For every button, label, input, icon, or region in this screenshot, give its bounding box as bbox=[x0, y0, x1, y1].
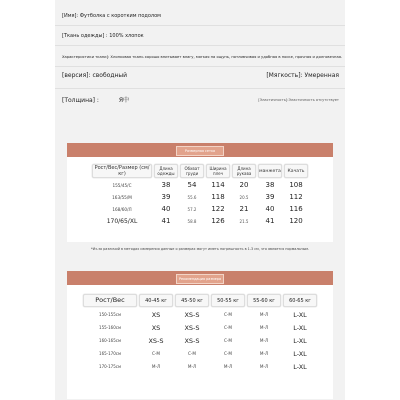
recommended-size: M-Л bbox=[151, 364, 161, 369]
recommended-size: C-M bbox=[187, 351, 197, 356]
recommended-size: L-XL bbox=[293, 323, 307, 332]
thickness-value: Я中 bbox=[118, 97, 130, 104]
recommended-size: M-Л bbox=[259, 325, 269, 330]
table-row bbox=[83, 309, 317, 320]
recommended-size: C-M bbox=[223, 325, 233, 330]
bust-value: 57.2 bbox=[187, 206, 197, 212]
recommended-size: M-Л bbox=[259, 351, 269, 356]
length-value: 38 bbox=[161, 181, 171, 189]
fabric-info: [Ткань одежды] : 100% хлопок bbox=[62, 33, 144, 39]
height-range-label: 155-160см bbox=[99, 325, 121, 330]
table-row bbox=[92, 204, 308, 214]
size-chart-header-row bbox=[92, 164, 308, 178]
sleeve-value: 20 bbox=[239, 181, 249, 189]
cuff-value: 38 bbox=[265, 181, 275, 189]
product-size-info-page bbox=[55, 0, 345, 400]
recommended-size: C-M bbox=[223, 351, 233, 356]
recommended-size: C-M bbox=[151, 351, 161, 356]
shoulder-value: 122 bbox=[211, 205, 225, 213]
thickness-label: [Толщина] : bbox=[62, 97, 99, 104]
sleeve-value: 20.5 bbox=[239, 194, 249, 200]
divider bbox=[55, 88, 345, 89]
bust-value: 58.8 bbox=[187, 218, 197, 224]
bust-value: 55.6 bbox=[187, 194, 197, 200]
shoulder-value: 114 bbox=[211, 181, 225, 189]
hem-value: 112 bbox=[289, 193, 303, 201]
header-weight-range: 55-60 кг bbox=[247, 294, 281, 307]
recommendation-title: Рекомендация размера bbox=[176, 274, 224, 284]
recommended-size: C-M bbox=[223, 338, 233, 343]
table-row bbox=[83, 335, 317, 346]
header-weight-range: 40-45 кг bbox=[139, 294, 173, 307]
height-range-label: 150-155см bbox=[99, 312, 121, 317]
recommendation-header-row bbox=[83, 294, 317, 307]
cuff-value: 39 bbox=[265, 193, 275, 201]
bust-value: 54 bbox=[187, 181, 197, 189]
recommendation-grid bbox=[81, 292, 319, 374]
recommended-size: M-Л bbox=[187, 364, 197, 369]
length-value: 41 bbox=[161, 217, 171, 225]
length-value: 39 bbox=[161, 193, 171, 201]
recommended-size: L-XL bbox=[293, 310, 307, 319]
thickness-elasticity-row bbox=[62, 95, 339, 104]
recommended-size: XS-S bbox=[148, 336, 164, 345]
shoulder-value: 126 bbox=[211, 217, 225, 225]
softness-info: [Мягкость]: Умеренная bbox=[266, 72, 339, 79]
header-weight-range: 45-50 кг bbox=[175, 294, 209, 307]
cuff-value: 40 bbox=[265, 205, 275, 213]
recommended-size: M-Л bbox=[259, 364, 269, 369]
size-recommendation-table bbox=[67, 271, 333, 399]
divider bbox=[55, 66, 345, 67]
product-name: [Имя]: Футболка с коротким подолом bbox=[62, 13, 161, 19]
header-sleeve: Длина рукава bbox=[232, 164, 256, 178]
fabric-features: Характеристики ткани]: Хлопковая ткань хорошо впитывает влагу, мягкая на ощупь, потливчивая и удобная в носке, прочная и долговечная. bbox=[62, 55, 343, 59]
recommended-size: XS bbox=[151, 323, 161, 332]
recommended-size: XS bbox=[151, 310, 161, 319]
size-chart-table bbox=[67, 143, 333, 242]
recommended-size: M-Л bbox=[259, 312, 269, 317]
header-bust: Обхват груди bbox=[180, 164, 204, 178]
height-range-label: 160-165см bbox=[99, 338, 121, 343]
size-chart-grid bbox=[90, 162, 310, 228]
header-length: Длина одежды bbox=[154, 164, 178, 178]
version-softness-row bbox=[62, 72, 339, 79]
size-chart-title: Размерная сетка bbox=[176, 146, 224, 156]
table-row bbox=[92, 216, 308, 226]
header-weight-range: 50-55 кг bbox=[211, 294, 245, 307]
header-shoulder: Ширина плеч bbox=[206, 164, 230, 178]
version-info: [версия]: свободный bbox=[62, 72, 128, 79]
recommended-size: M-Л bbox=[223, 364, 233, 369]
recommended-size: XS-S bbox=[184, 310, 200, 319]
recommended-size: M-Л bbox=[259, 338, 269, 343]
hem-value: 116 bbox=[289, 205, 303, 213]
header-hem: Качать bbox=[284, 164, 308, 178]
divider bbox=[55, 45, 345, 46]
recommended-size: C-M bbox=[223, 312, 233, 317]
row-size-label: 155/45/C bbox=[112, 182, 132, 188]
recommended-size: L-XL bbox=[293, 362, 307, 371]
header-cuff: манжета bbox=[258, 164, 282, 178]
table-row bbox=[83, 322, 317, 333]
recommended-size: L-XL bbox=[293, 336, 307, 345]
row-size-label: 168/60/Л bbox=[112, 206, 132, 212]
table-row bbox=[83, 361, 317, 372]
shoulder-value: 118 bbox=[211, 193, 225, 201]
table-row bbox=[92, 192, 308, 202]
row-size-label: 170/65/XL bbox=[106, 217, 138, 225]
header-weight-range: 60-65 кг bbox=[283, 294, 317, 307]
table-row bbox=[92, 180, 308, 190]
thickness-info bbox=[62, 95, 129, 104]
divider bbox=[55, 25, 345, 26]
length-value: 40 bbox=[161, 205, 171, 213]
table-row bbox=[83, 348, 317, 359]
hem-value: 108 bbox=[289, 181, 303, 189]
height-range-label: 165-170см bbox=[99, 351, 121, 356]
header-height-weight: Рост/Вес bbox=[83, 294, 137, 307]
recommended-size: XS-S bbox=[184, 323, 200, 332]
header-size: Рост/Вес/Размер (см/кг) bbox=[92, 164, 152, 178]
height-range-label: 170-175см bbox=[99, 364, 121, 369]
cuff-value: 41 bbox=[265, 217, 275, 225]
elasticity-info: [Эластичность]:Эластичность отсутствует bbox=[258, 97, 339, 102]
recommended-size: XS-S bbox=[184, 336, 200, 345]
sleeve-value: 21.5 bbox=[239, 218, 249, 224]
row-size-label: 163/55/M bbox=[112, 194, 132, 200]
recommended-size: L-XL bbox=[293, 349, 307, 358]
sleeve-value: 21 bbox=[239, 205, 249, 213]
measurement-note: *Из-за различий в методах измерения данные о размерах могут иметь погрешность в 1-3 см, что является нормальным. bbox=[90, 247, 310, 251]
hem-value: 120 bbox=[289, 217, 303, 225]
